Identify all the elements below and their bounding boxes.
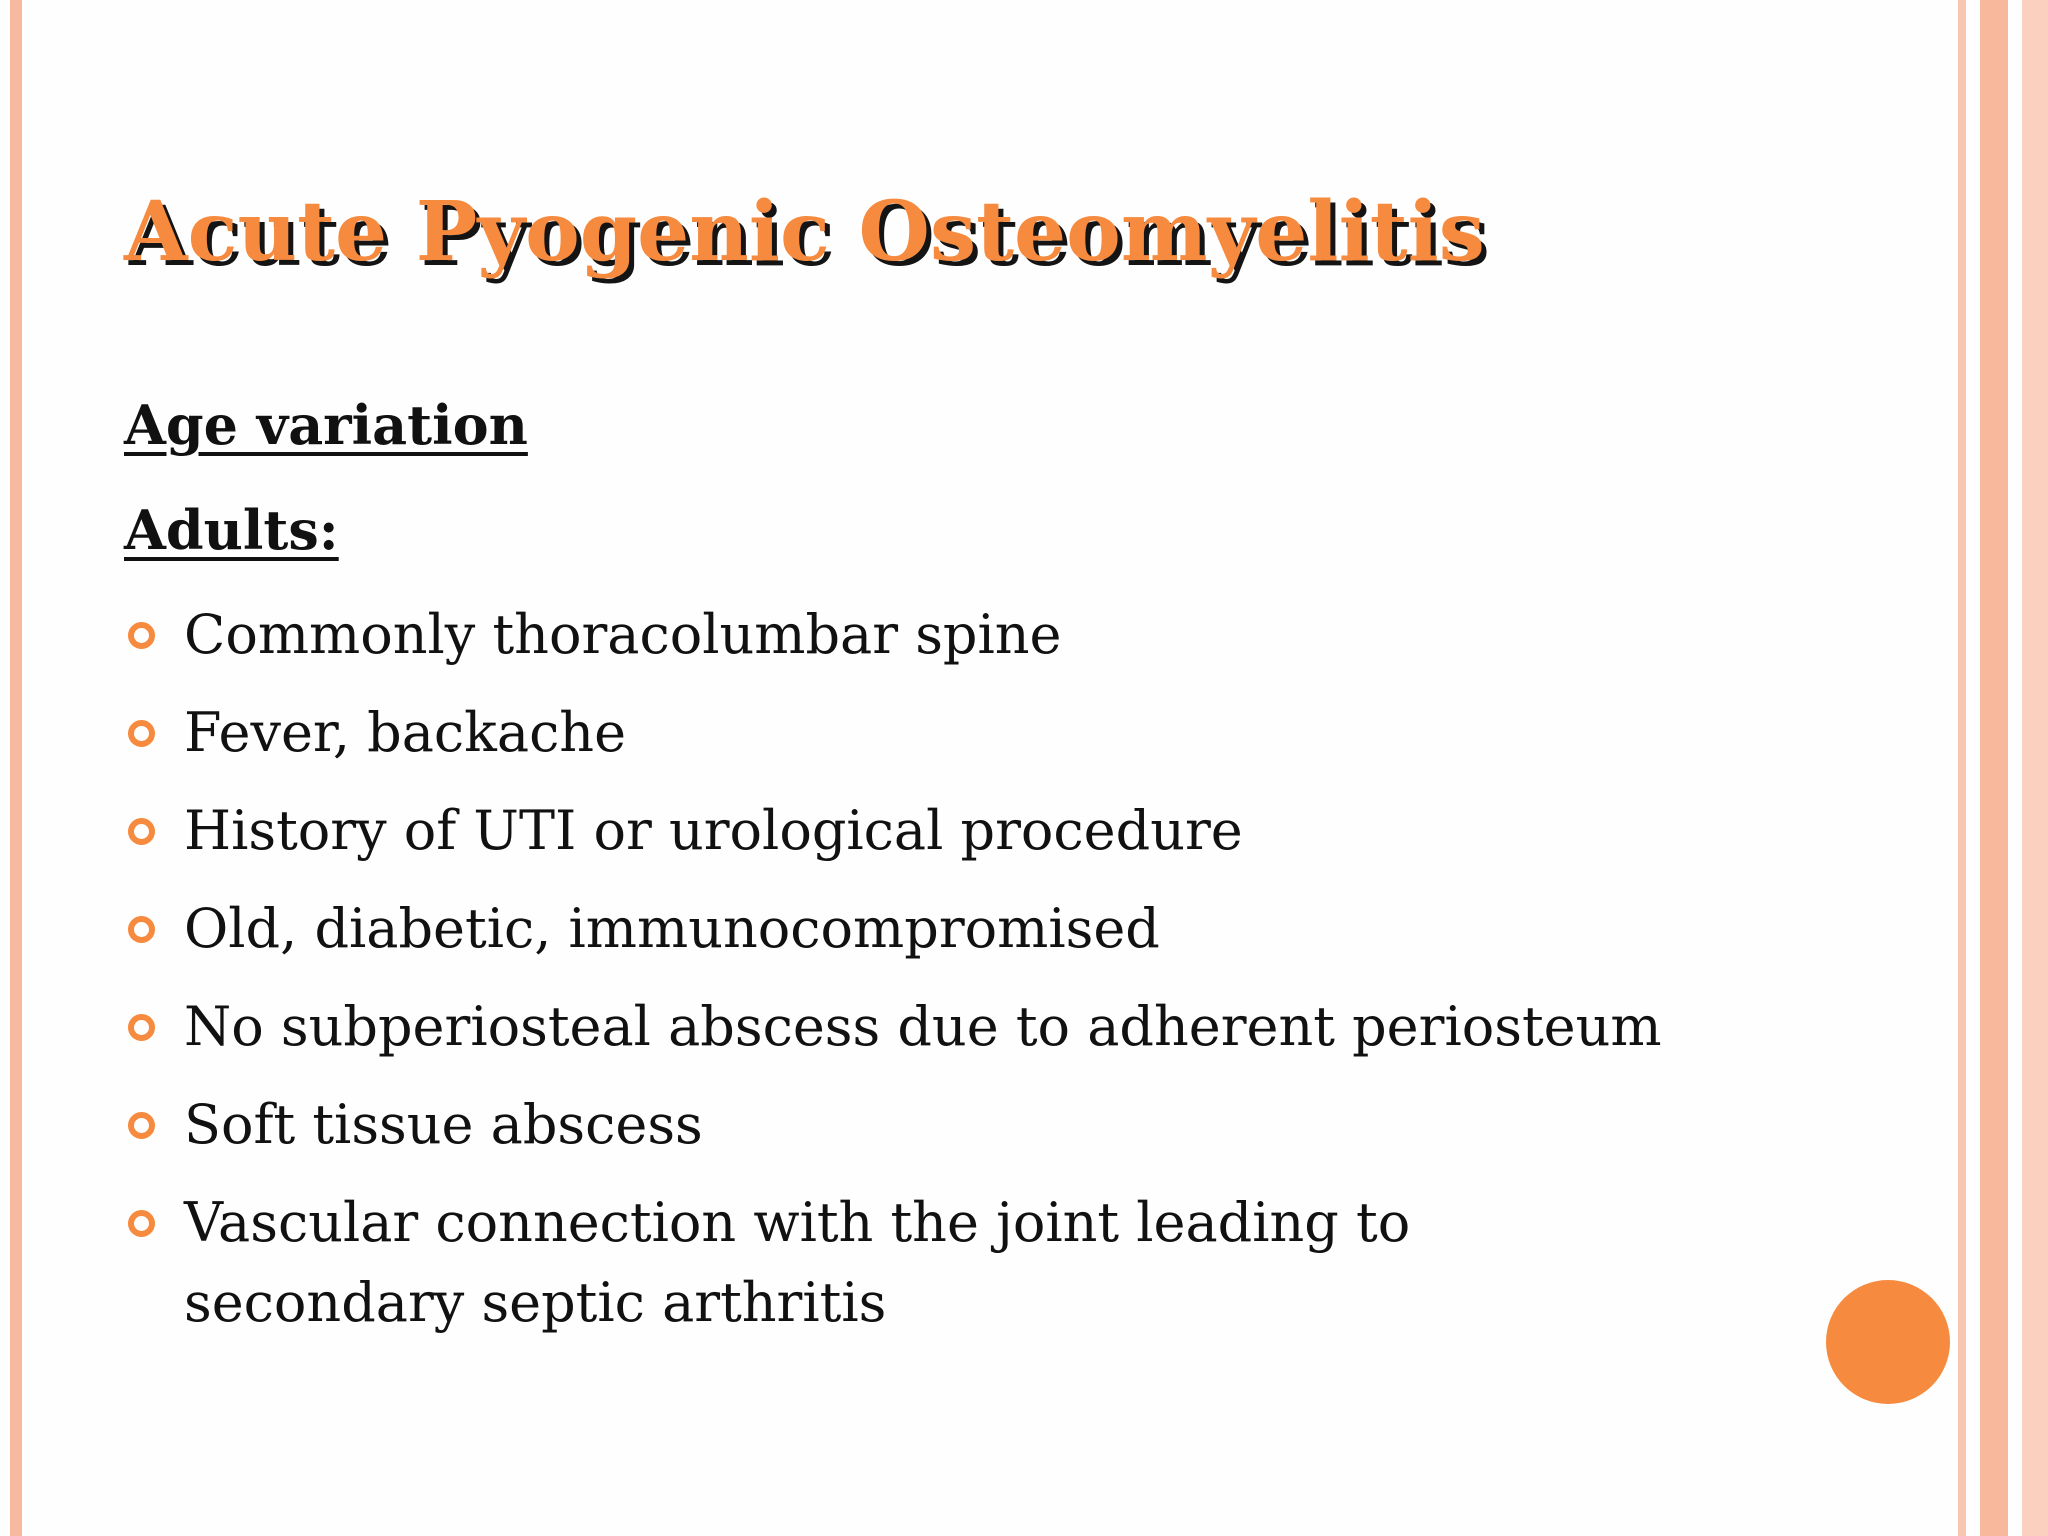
ring-bullet-icon xyxy=(128,916,155,943)
subheading-adults: Adults: xyxy=(124,498,339,562)
bullet-list xyxy=(124,595,1824,1361)
bullet-text: History of UTI or urological procedure xyxy=(184,799,1243,862)
bullet-item xyxy=(124,693,1824,773)
decorative-orange-circle xyxy=(1826,1280,1950,1404)
bullet-text: Vascular connection with the joint leading to secondary septic arthritis xyxy=(184,1191,1411,1334)
bullet-item xyxy=(124,987,1824,1067)
bullet-item xyxy=(124,595,1824,675)
right-border-edge-stripe xyxy=(2022,0,2048,1536)
bullet-text: Fever, backache xyxy=(184,701,627,764)
subheading-age-variation: Age variation xyxy=(124,393,528,457)
bullet-item xyxy=(124,1085,1824,1165)
slide-title: Acute Pyogenic Osteomyelitis xyxy=(124,184,1485,280)
bullet-item xyxy=(124,791,1824,871)
ring-bullet-icon xyxy=(128,720,155,747)
bullet-item xyxy=(124,1183,1604,1343)
right-border-thick-stripe xyxy=(1980,0,2008,1536)
bullet-item xyxy=(124,889,1824,969)
ring-bullet-icon xyxy=(128,1210,155,1237)
bullet-text: Old, diabetic, immunocompromised xyxy=(184,897,1160,960)
ring-bullet-icon xyxy=(128,622,155,649)
bullet-text: Commonly thoracolumbar spine xyxy=(184,603,1062,666)
bullet-text: Soft tissue abscess xyxy=(184,1093,703,1156)
right-border-thin-stripe xyxy=(1958,0,1966,1536)
ring-bullet-icon xyxy=(128,1014,155,1041)
ring-bullet-icon xyxy=(128,818,155,845)
bullet-text: No subperiosteal abscess due to adherent periosteum xyxy=(184,995,1662,1058)
left-border-stripe xyxy=(10,0,22,1536)
ring-bullet-icon xyxy=(128,1112,155,1139)
